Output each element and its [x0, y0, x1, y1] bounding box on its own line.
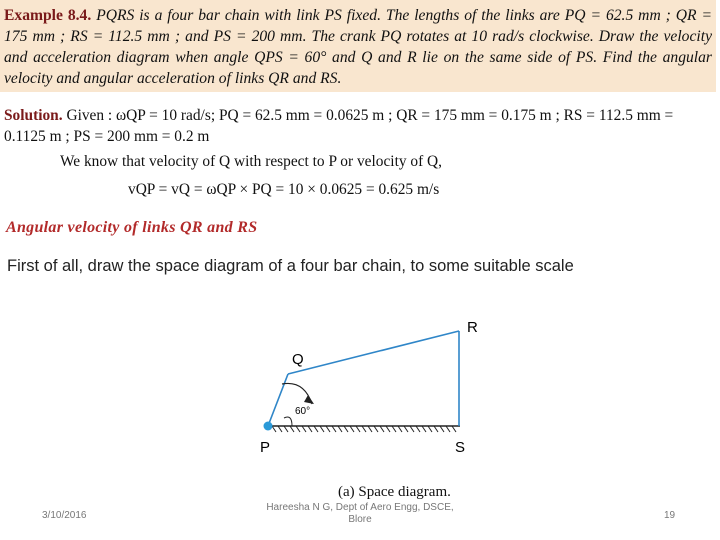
footer-date: 3/10/2016 — [42, 510, 87, 521]
hatch-mark — [338, 426, 342, 432]
hatch-mark — [278, 426, 282, 432]
hatch-mark — [368, 426, 372, 432]
hatch-mark — [374, 426, 378, 432]
hatch-mark — [326, 426, 330, 432]
hatch-mark — [404, 426, 408, 432]
hatch-mark — [362, 426, 366, 432]
hatch-mark — [422, 426, 426, 432]
label-q: Q — [292, 351, 304, 368]
hatch-mark — [380, 426, 384, 432]
label-s: S — [455, 439, 466, 456]
given-values: Given : ωQP = 10 rad/s; PQ = 62.5 mm = 0.0625 m ; QR = 175 mm = 0.175 m ; RS = 112.5 mm = 0.1125 m ; PS = 200 mm = 0.2 m — [4, 107, 674, 145]
hatch-mark — [356, 426, 360, 432]
hatch-mark — [314, 426, 318, 432]
solution-label: Solution. — [4, 107, 63, 124]
hatch-mark — [332, 426, 336, 432]
label-p: P — [260, 439, 271, 456]
diagram-caption: (a) Space diagram. — [338, 484, 451, 500]
example-body: PQRS is a four bar chain with link PS fixed. The lengths of the links are PQ = 62.5 mm ; QR = 175 mm ; RS = 112.5 mm ; and PS = 200 mm. The crank PQ rotates at 10 rad/s clockwise. Draw the velocity and acceleration diagram when angle QPS = 60° and Q and R lie on the same side of PS. Find the angular velocity and angular acceleration of links QR and RS. — [4, 7, 713, 87]
hatch-mark — [302, 426, 306, 432]
hatch-mark — [272, 426, 276, 432]
hatch-mark — [398, 426, 402, 432]
section-subheading: Angular velocity of links QR and RS — [6, 219, 258, 236]
joint-p-dot — [264, 422, 273, 431]
angle-label: 60° — [295, 406, 311, 417]
hatch-mark — [386, 426, 390, 432]
hatch-mark — [320, 426, 324, 432]
hatch-mark — [296, 426, 300, 432]
page-number: 19 — [664, 510, 676, 521]
hatch-mark — [344, 426, 348, 432]
angle-arc-small — [284, 417, 292, 426]
hatch-mark — [434, 426, 438, 432]
hatch-mark — [308, 426, 312, 432]
hatch-mark — [428, 426, 432, 432]
link-qr — [288, 331, 459, 374]
hatch-mark — [416, 426, 420, 432]
hatch-mark — [440, 426, 444, 432]
hatch-mark — [350, 426, 354, 432]
hatch-mark — [410, 426, 414, 432]
hatch-mark — [290, 426, 294, 432]
link-pq — [268, 374, 288, 426]
example-label: Example 8.4. — [4, 7, 92, 24]
label-r: R — [467, 319, 478, 336]
hatch-mark — [446, 426, 450, 432]
hatch-mark — [392, 426, 396, 432]
instruction-text: First of all, draw the space diagram of a four bar chain, to some suitable scale — [7, 257, 574, 275]
hatch-mark — [452, 426, 456, 432]
velocity-statement: We know that velocity of Q with respect to P or velocity of Q, — [60, 153, 443, 170]
velocity-equation: vQP = vQ = ωQP × PQ = 10 × 0.0625 = 0.625 m/s — [128, 181, 440, 198]
hatch-mark — [284, 426, 288, 432]
footer-author: Hareesha N G, Dept of Aero Engg, DSCE, Blore — [266, 502, 454, 525]
